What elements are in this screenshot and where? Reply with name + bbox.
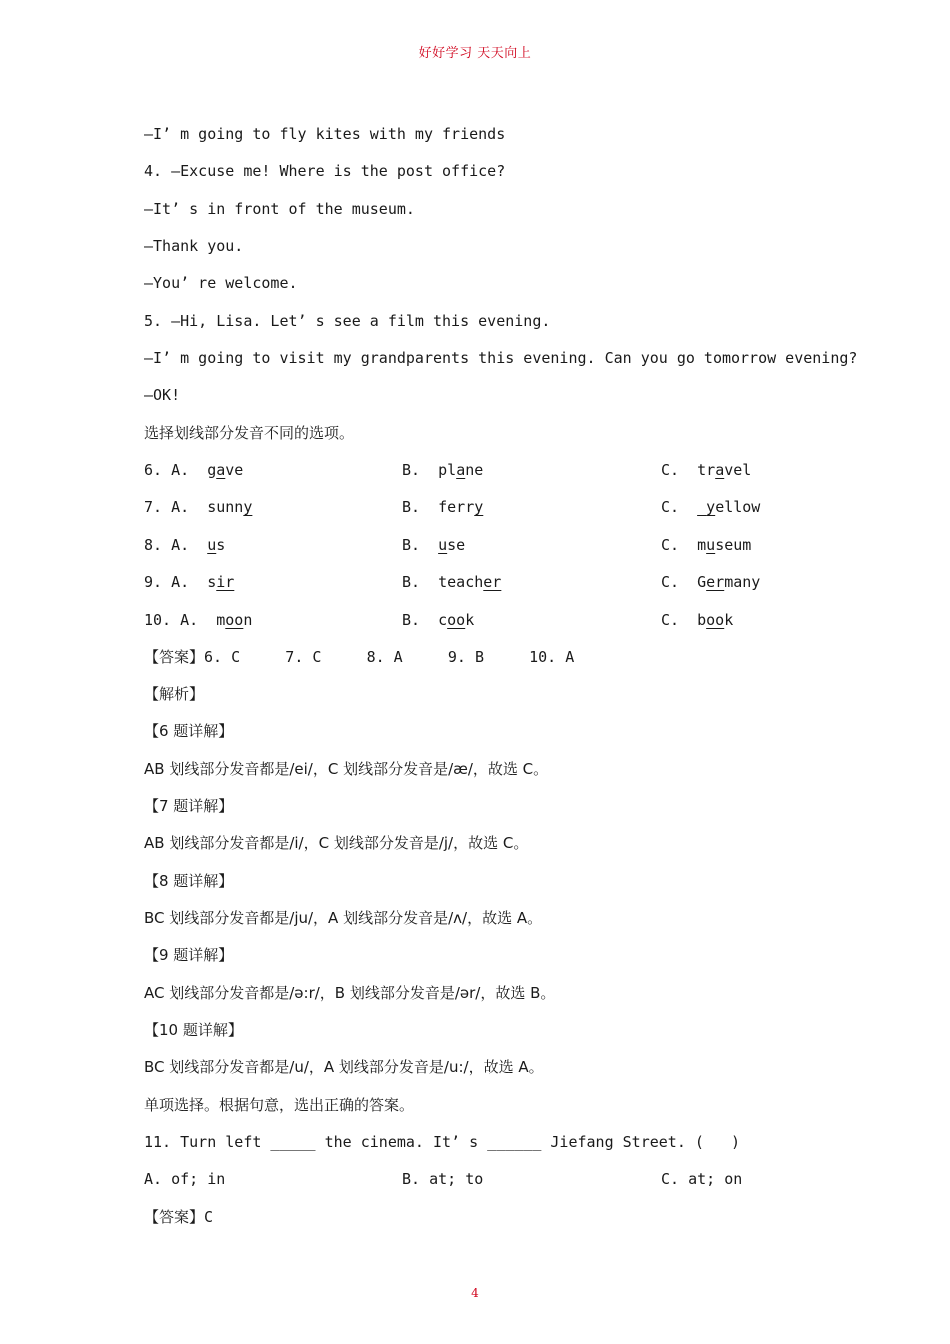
option-b: B. at; to: [402, 1170, 484, 1188]
option-a-word: sir: [207, 573, 235, 591]
phonics-row-7: 7. A. sunny B. ferry C. yellow: [144, 498, 761, 516]
detail-title: 【10 题详解】: [144, 1021, 243, 1039]
detail-title: 【7 题详解】: [144, 797, 234, 815]
detail-title: 【9 题详解】: [144, 946, 234, 964]
dialogue-line: —You’ re welcome.: [144, 274, 298, 292]
question-number: 7. A.: [144, 498, 190, 516]
dialogue-line: 4. —Excuse me! Where is the post office?: [144, 162, 506, 180]
option-a-word: sunny: [207, 498, 253, 516]
question-number: 10. A.: [144, 611, 199, 629]
phonics-row-8: 8. A. us B. use C. museum: [144, 536, 752, 554]
dialogue-line: —I’ m going to visit my grandparents this evening. Can you go tomorrow evening?: [144, 349, 858, 367]
option-b-word: ferry: [438, 498, 484, 516]
page-number: 4: [471, 1286, 479, 1300]
detail-text: AC 划线部分发音都是/ə:r/，B 划线部分发音是/ər/，故选 B。: [144, 984, 556, 1002]
option-b-word: plane: [438, 461, 484, 479]
option-c-word: yellow: [706, 498, 761, 516]
detail-text: AB 划线部分发音都是/i/，C 划线部分发音是/j/，故选 C。: [144, 834, 529, 852]
phonics-row-6: 6. A. gave B. plane C. travel: [144, 461, 752, 479]
option-a-word: moon: [216, 611, 253, 629]
section-title-choice: 单项选择。根据句意，选出正确的答案。: [144, 1096, 415, 1114]
page-header: 好好学习 天天向上: [418, 46, 532, 61]
option-b-word: teacher: [438, 573, 502, 591]
detail-text: BC 划线部分发音都是/u/，A 划线部分发音是/u:/，故选 A。: [144, 1058, 544, 1076]
option-c-word: book: [697, 611, 734, 629]
option-c-word: museum: [697, 536, 752, 554]
question-11-stem: 11. Turn left _____ the cinema. It’ s ______ Jiefang Street. ( ): [144, 1133, 741, 1151]
detail-title: 【8 题详解】: [144, 872, 234, 890]
option-a-word: us: [207, 536, 226, 554]
question-number: 6. A.: [144, 461, 190, 479]
question-number: 9. A.: [144, 573, 190, 591]
detail-text: AB 划线部分发音都是/ei/，C 划线部分发音是/æ/，故选 C。: [144, 760, 549, 778]
section-title-phonics: 选择划线部分发音不同的选项。: [144, 424, 355, 442]
answer-line: 【答案】C: [144, 1208, 214, 1226]
option-a-word: gave: [207, 461, 244, 479]
dialogue-line: —I’ m going to fly kites with my friends: [144, 125, 506, 143]
dialogue-line: 5. —Hi, Lisa. Let’ s see a film this evening.: [144, 312, 551, 330]
phonics-row-9: 9. A. sir B. teacher C. Germany: [144, 573, 761, 591]
dialogue-line: —Thank you.: [144, 237, 244, 255]
dialogue-line: —OK!: [144, 386, 181, 404]
option-c-word: travel: [697, 461, 752, 479]
question-11-options: [144, 1169, 844, 1189]
option-a: A. of; in: [144, 1170, 226, 1188]
analysis-label: 【解析】: [144, 685, 205, 703]
phonics-row-10: 10. A. moon B. cook C. book: [144, 611, 734, 629]
option-c-word: Germany: [697, 573, 761, 591]
detail-text: BC 划线部分发音都是/ju/，A 划线部分发音是/ʌ/，故选 A。: [144, 909, 543, 927]
dialogue-line: —It’ s in front of the museum.: [144, 200, 415, 218]
option-b-word: use: [438, 536, 466, 554]
option-b-word: cook: [438, 611, 475, 629]
question-number: 8. A.: [144, 536, 190, 554]
option-c: C. at; on: [661, 1170, 743, 1188]
answer-line: 【答案】6. C 7. C 8. A 9. B 10. A: [144, 648, 575, 666]
detail-title: 【6 题详解】: [144, 722, 234, 740]
